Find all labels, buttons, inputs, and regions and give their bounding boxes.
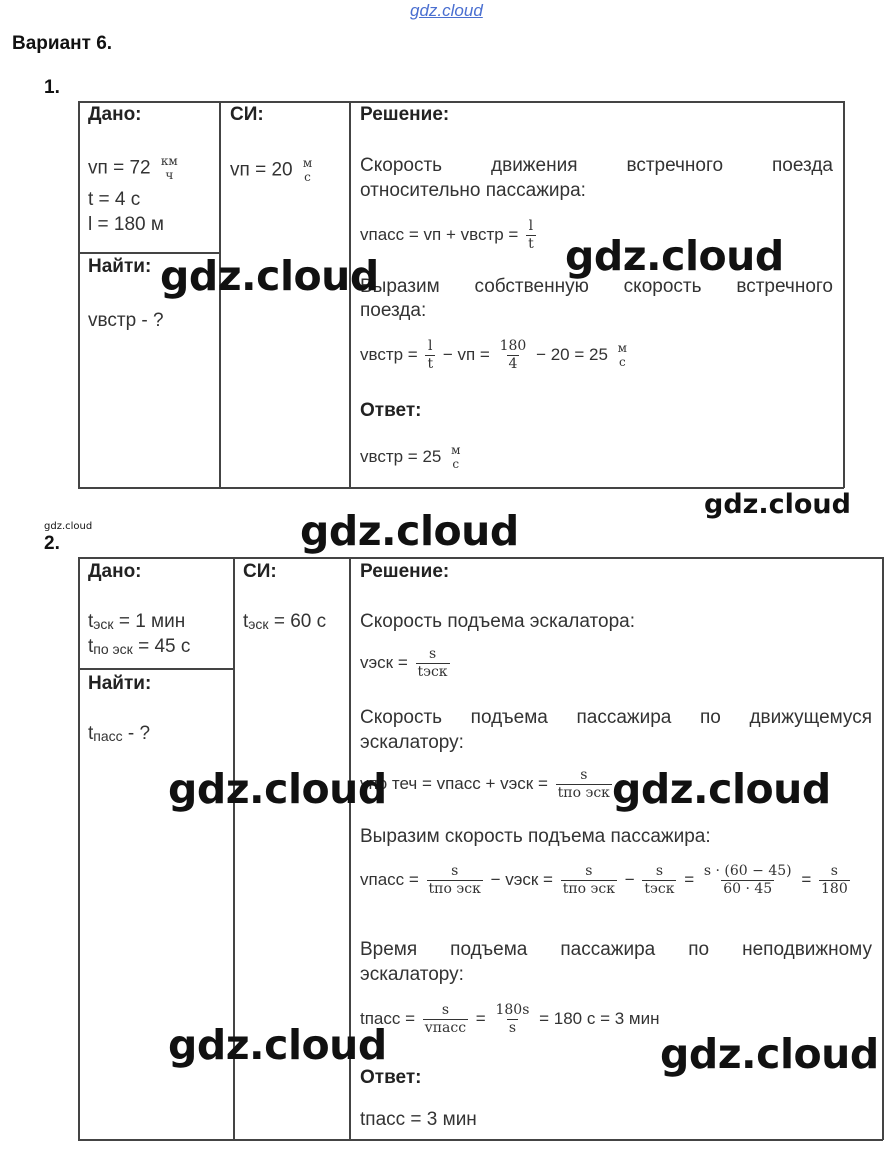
watermark-link[interactable]: gdz.cloud — [410, 1, 483, 20]
task2-given-time-moving: $t_{по эск} = 45$ с — [88, 636, 191, 657]
task1-si-value: vп = 20 м с — [230, 156, 313, 185]
watermark: gdz.cloud — [704, 489, 851, 520]
task2-equation-1: vэск = $\frac{s}{\text{tэск}}$ — [360, 646, 448, 680]
task1-given-length: l = 180 м — [88, 214, 164, 235]
task1-given-time: t = 4 с — [88, 189, 141, 210]
task2-equation-3: vпасс = $\frac{s}{\text{tпо эск}}$ − vэск = $\frac{s}{\text{tпо эск}}$ − $\frac{s}{\text{tэск}}$ = $\frac{s \cdot (60 - 45)}{60 \cdot 45}$ = $\frac{s}{180}$ — [360, 863, 848, 897]
task2-find: $t_{пасс}$ - ? — [88, 723, 151, 744]
watermark: gdz.cloud — [160, 252, 379, 300]
task2-solution-label: Решение: — [360, 561, 450, 582]
variant-title: Вариант 6. — [12, 33, 113, 54]
task1-si-label: СИ: — [230, 104, 264, 125]
task2-paragraph-2: Скорость подъема пассажира по движущемуся — [360, 707, 872, 728]
task2-paragraph-4-cont: эскалатору: — [360, 964, 464, 985]
task1-number: 1. — [44, 77, 60, 98]
task2-number: 2. — [44, 533, 60, 554]
task2-paragraph-3: Выразим скорость подъема пассажира: — [360, 826, 711, 847]
task2-paragraph-4: Время подъема пассажира по неподвижному — [360, 939, 872, 960]
task1-dano-label: Дано: — [88, 104, 142, 125]
watermark: gdz.cloud — [168, 1021, 387, 1069]
task1-find-label: Найти: — [88, 256, 152, 277]
task2-paragraph-2-cont: эскалатору: — [360, 732, 464, 753]
watermark: gdz.cloud — [565, 232, 784, 280]
task2-find-label: Найти: — [88, 673, 152, 694]
watermark: gdz.cloud — [300, 507, 519, 555]
task1-answer-label: Ответ: — [360, 400, 422, 421]
task1-paragraph-2-cont: поезда: — [360, 300, 427, 321]
task1-equation-2: vвстр = $\frac{l}{t}$ − vп = $\frac{180}{4}$ − 20 = 25 м с — [360, 338, 627, 372]
task1-paragraph-2: Выразим собственную скорость встречного — [360, 276, 833, 297]
watermark: gdz.cloud — [660, 1030, 879, 1078]
watermark: gdz.cloud — [44, 521, 93, 532]
task1-paragraph-1: Скорость движения встречного поезда — [360, 155, 833, 176]
task2-answer-label: Ответ: — [360, 1067, 422, 1088]
watermark: gdz.cloud — [612, 765, 831, 813]
task2-answer: tпасс = 3 мин — [360, 1109, 477, 1130]
watermark: gdz.cloud — [168, 765, 387, 813]
task2-equation-4: tпасс = $\frac{s}{\text{vпасс}}$ = $\frac{180s}{s}$ = 180 с = 3 мин — [360, 1002, 660, 1036]
task1-find: vвстр - ? — [88, 310, 164, 331]
task2-si-value: $t_{эск} = 60$ с — [243, 611, 327, 632]
task1-solution-label: Решение: — [360, 104, 450, 125]
task1-given-velocity: vп = 72 км ч — [88, 154, 178, 183]
task2-equation-2: vпо теч = vпасс + vэск = $\frac{s}{\text{tпо эск}}$ — [360, 767, 610, 801]
task2-given-time-escalator: $t_{эск} = 1$ мин — [88, 611, 186, 632]
task2-dano-label: Дано: — [88, 561, 142, 582]
task1-answer: vвстр = 25 м с — [360, 443, 461, 472]
task2-si-label: СИ: — [243, 561, 277, 582]
task1-paragraph-1-cont: относительно пассажира: — [360, 180, 586, 201]
task2-paragraph-1: Скорость подъема эскалатора: — [360, 611, 635, 632]
task1-equation-1: vпасс = vп + vвстр = $\frac{l}{t}$ — [360, 218, 534, 252]
